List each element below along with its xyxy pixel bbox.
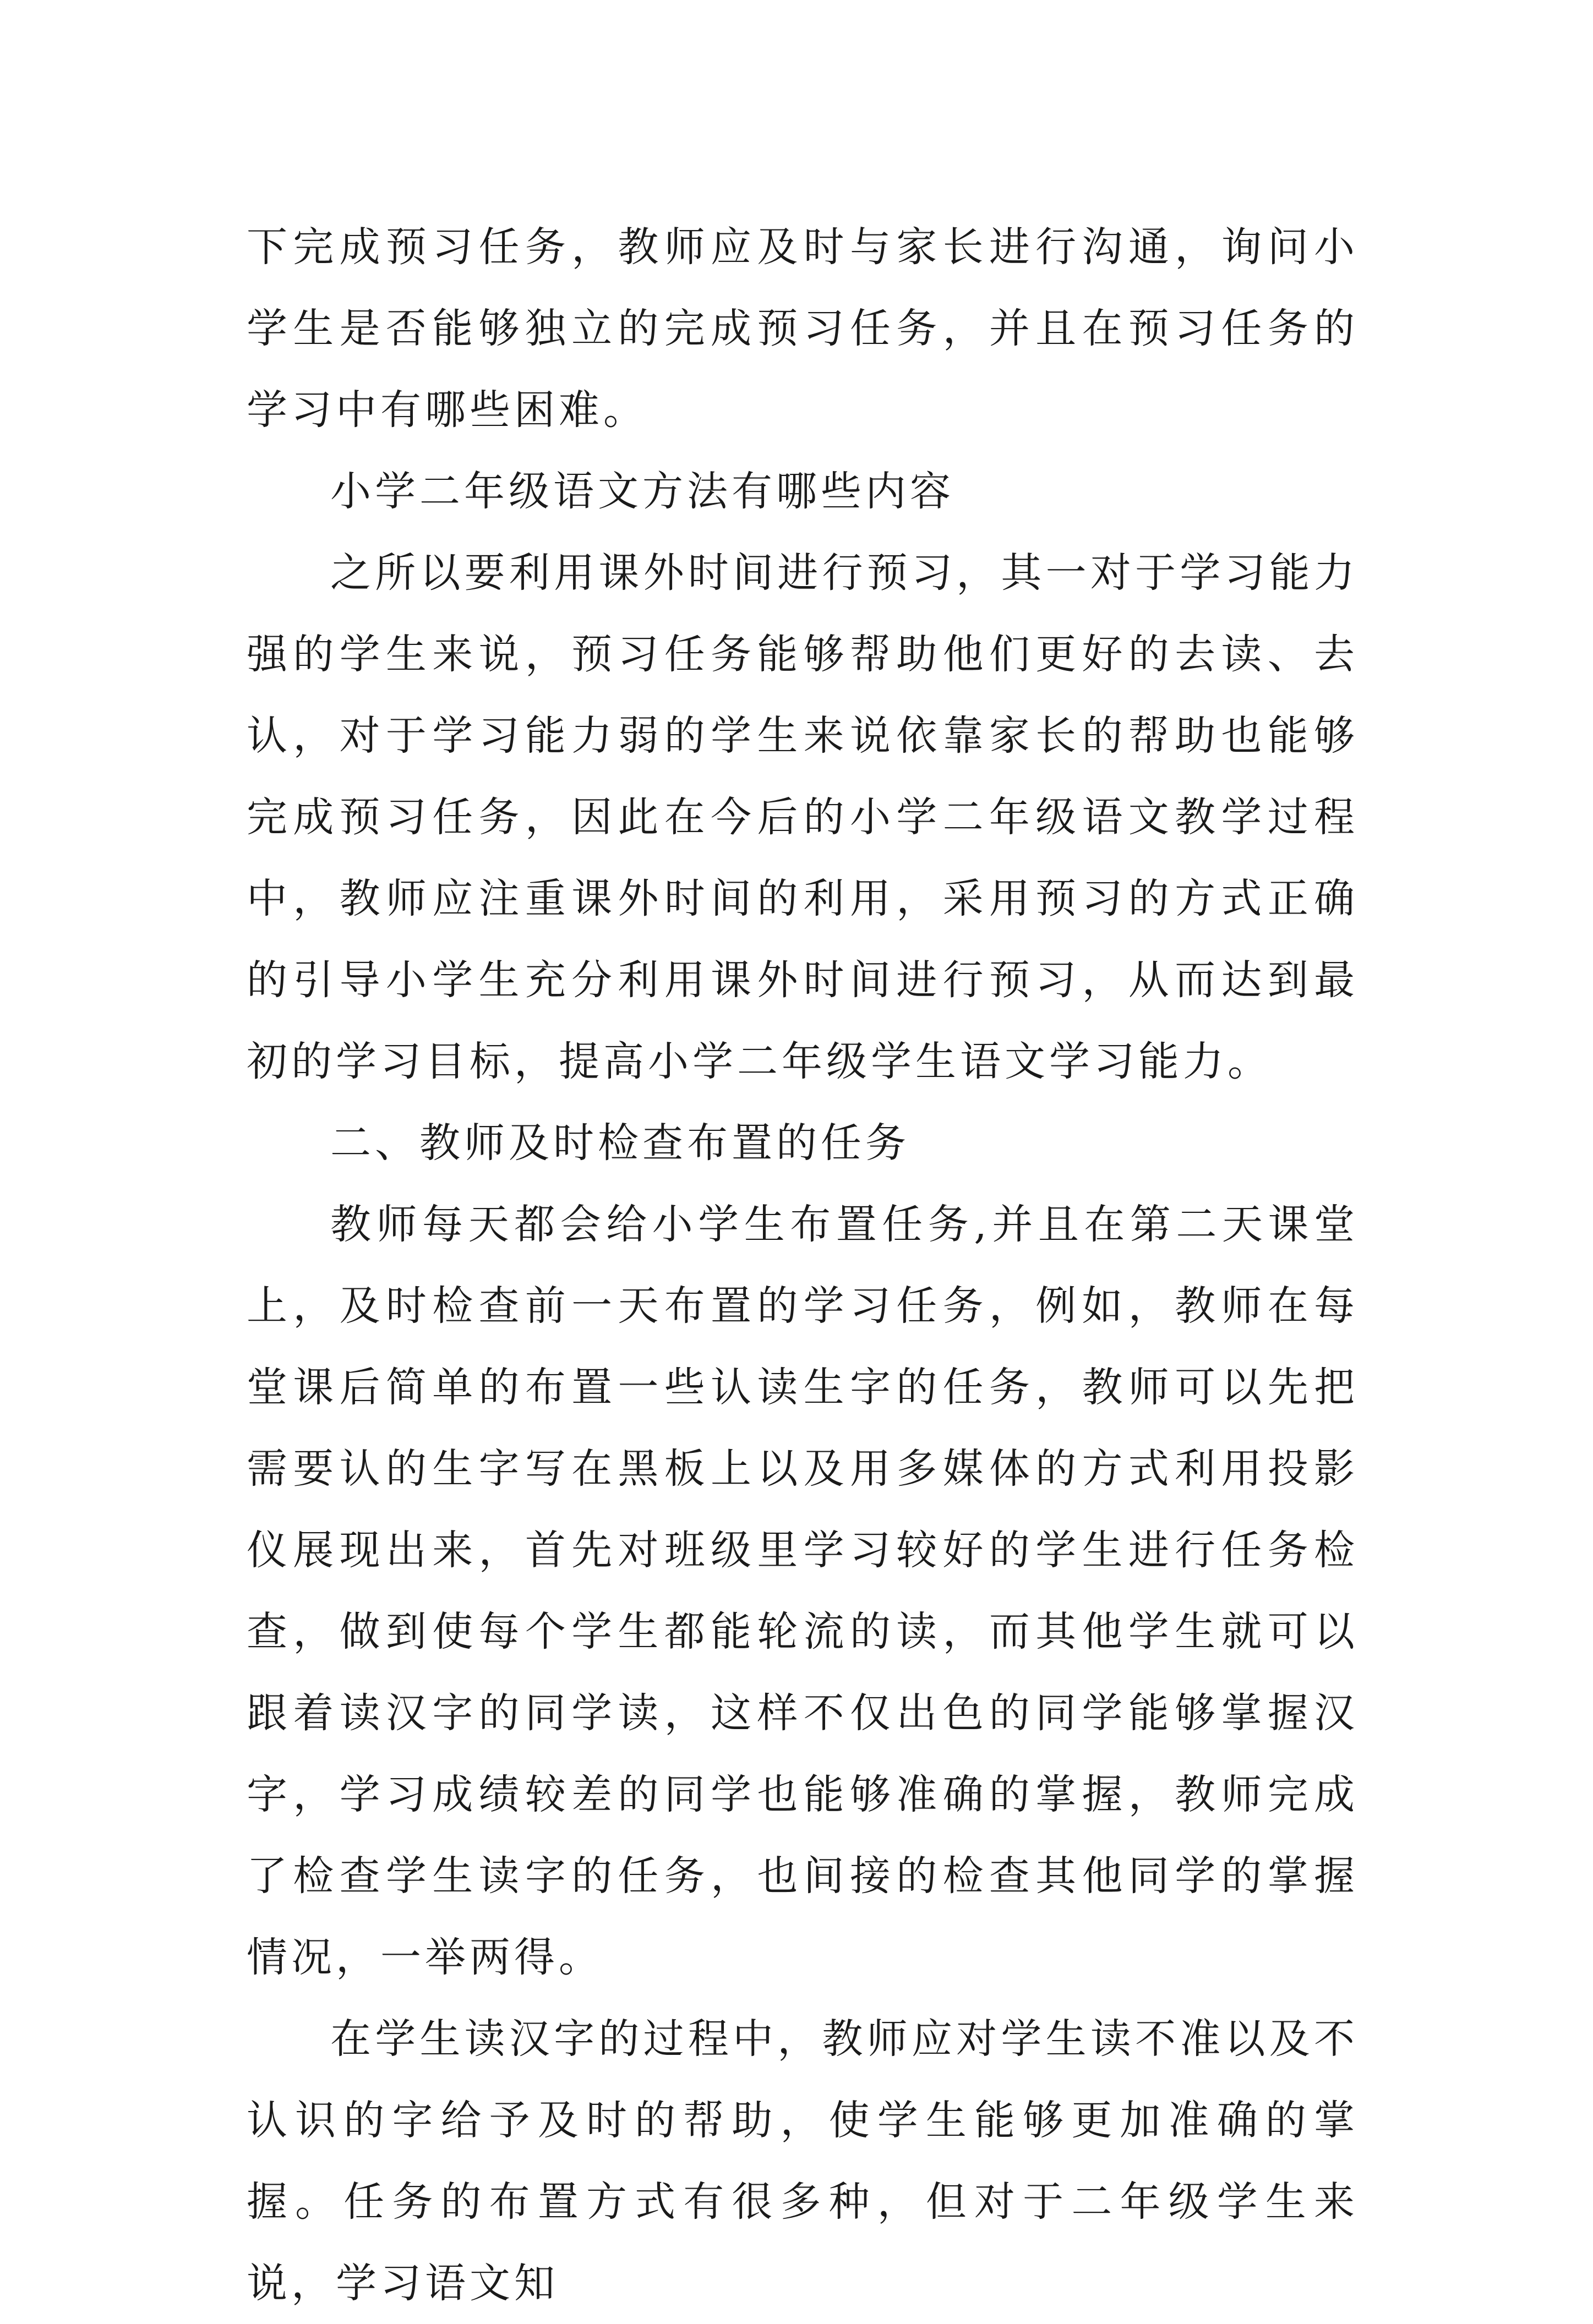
section-heading-methods: 小学二年级语文方法有哪些内容 — [330, 468, 954, 515]
body-text — [247, 206, 1359, 2324]
paragraph-continuation: 下完成预习任务，教师应及时与家长进行沟通，询问小学生是否能够独立的完成预习任务，并且在预习任务的学习中有哪些困难。 — [247, 223, 1359, 434]
paragraph-daily-tasks: 教师每天都会给小学生布置任务,并且在第二天课堂上，及时检查前一天布置的学习任务，例如，教师在每堂课后简单的布置一些认读生字的任务，教师可以先把需要认的生字写在黑板上以及用多媒体的方式利用投影仪展现出来，首先对班级里学习较好的学生进行任务检查，做到使每个学生都能轮流的读，而其他学生就可以跟着读汉字的同学读，这样不仅出色的同学能够掌握汉字，学习成绩较差的同学也能够准确的掌握，教师完成了检查学生读字的任务，也间接的检查其他同学的掌握情况，一举两得。 — [247, 1201, 1359, 1981]
paragraph-reading-help: 在学生读汉字的过程中，教师应对学生读不准以及不认识的字给予及时的帮助，使学生能够更加准确的掌握。任务的布置方式有很多种，但对于二年级学生来说，学习语文知 — [247, 2015, 1359, 2307]
section-heading-check-tasks: 二、教师及时检查布置的任务 — [330, 1119, 910, 1167]
paragraph-preview: 之所以要利用课外时间进行预习，其一对于学习能力强的学生来说，预习任务能够帮助他们更好的去读、去认，对于学习能力弱的学生来说依靠家长的帮助也能够完成预习任务，因此在今后的小学二年级语文教学过程中，教师应注重课外时间的利用，采用预习的方式正确的引导小学生充分利用课外时间进行预习，从而达到最初的学习目标，提高小学二年级学生语文学习能力。 — [247, 549, 1359, 1085]
